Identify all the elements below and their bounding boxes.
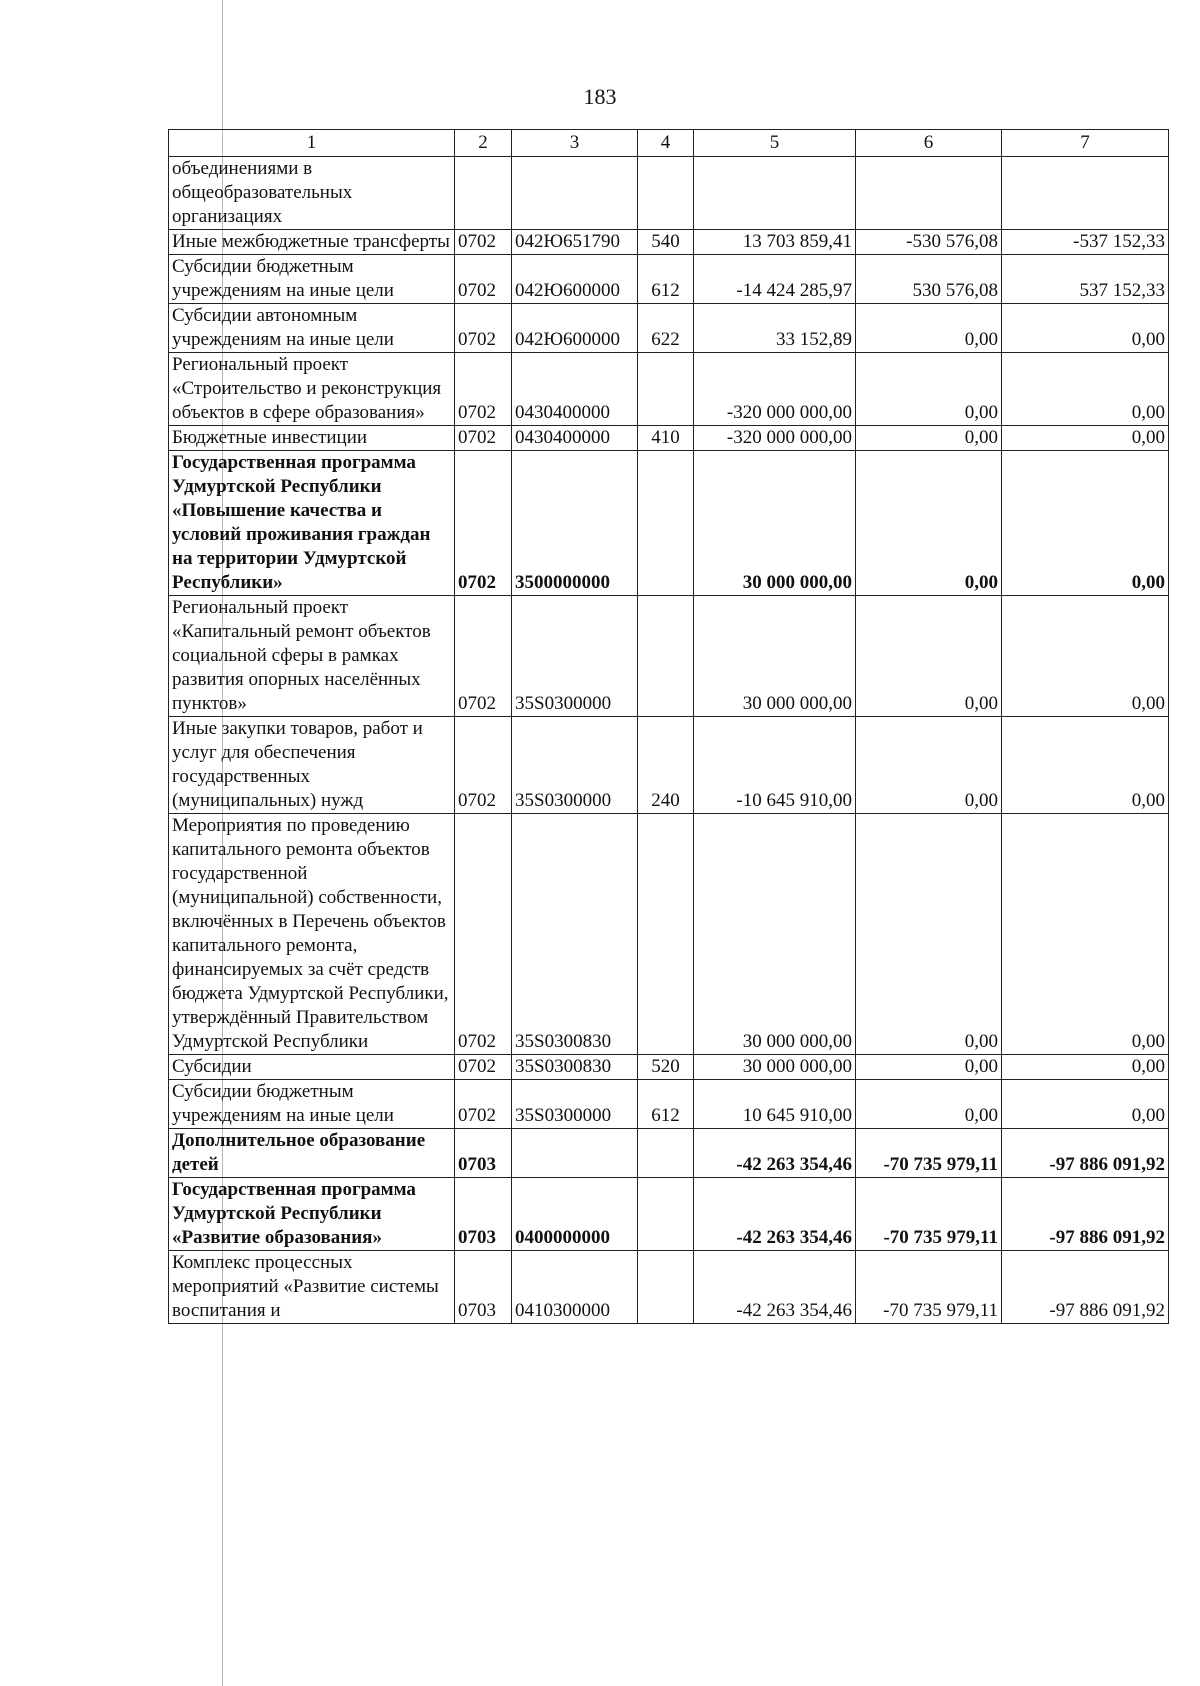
table-row <box>169 255 1169 304</box>
section-code-cell: 0703 <box>455 1178 512 1251</box>
section-code-cell: 0702 <box>455 426 512 451</box>
amount-cell-7: 0,00 <box>1002 717 1169 814</box>
amount-cell-6: -70 735 979,11 <box>856 1129 1002 1178</box>
column-header: 4 <box>638 130 694 157</box>
column-header: 7 <box>1002 130 1169 157</box>
amount-cell-6: -70 735 979,11 <box>856 1251 1002 1324</box>
amount-cell-7: 0,00 <box>1002 451 1169 596</box>
row-name-cell: Субсидии бюджетным учреждениям на иные цели <box>169 255 455 304</box>
row-name-cell: объединениями в общеобразовательных организациях <box>169 157 455 230</box>
section-code-cell: 0703 <box>455 1129 512 1178</box>
section-code-cell: 0702 <box>455 451 512 596</box>
target-article-cell: 35S0300830 <box>512 1055 638 1080</box>
amount-cell-7: 0,00 <box>1002 426 1169 451</box>
expense-type-cell <box>638 353 694 426</box>
section-code-cell: 0702 <box>455 304 512 353</box>
amount-cell-6: -70 735 979,11 <box>856 1178 1002 1251</box>
amount-cell-7: 0,00 <box>1002 353 1169 426</box>
section-code-cell: 0703 <box>455 1251 512 1324</box>
expense-type-cell <box>638 1251 694 1324</box>
row-name-cell: Комплекс процессных мероприятий «Развитие системы воспитания и <box>169 1251 455 1324</box>
amount-cell-5: -42 263 354,46 <box>694 1129 856 1178</box>
amount-cell-6: 0,00 <box>856 426 1002 451</box>
expense-type-cell: 612 <box>638 255 694 304</box>
amount-cell-7: 0,00 <box>1002 814 1169 1055</box>
amount-cell-7: -97 886 091,92 <box>1002 1129 1169 1178</box>
amount-cell-5: -320 000 000,00 <box>694 353 856 426</box>
amount-cell-6 <box>856 157 1002 230</box>
row-name-cell: Субсидии автономным учреждениям на иные цели <box>169 304 455 353</box>
table-body <box>169 157 1169 1324</box>
amount-cell-7: -97 886 091,92 <box>1002 1251 1169 1324</box>
table-row <box>169 717 1169 814</box>
amount-cell-5 <box>694 157 856 230</box>
column-header: 3 <box>512 130 638 157</box>
row-name-cell: Мероприятия по проведению капитального ремонта объектов государственной (муниципальной) собственности, включённых в Перечень объектов капитального ремонта, финансируемых за счёт средств бюджета Удмуртской Республики, утверждённый Правительством Удмуртской Республики <box>169 814 455 1055</box>
target-article-cell: 042Ю651790 <box>512 230 638 255</box>
amount-cell-5: 13 703 859,41 <box>694 230 856 255</box>
target-article-cell: 35S0300000 <box>512 717 638 814</box>
section-code-cell: 0702 <box>455 596 512 717</box>
amount-cell-5: 33 152,89 <box>694 304 856 353</box>
amount-cell-5: 30 000 000,00 <box>694 1055 856 1080</box>
amount-cell-6: 0,00 <box>856 596 1002 717</box>
amount-cell-5: -42 263 354,46 <box>694 1178 856 1251</box>
amount-cell-5: 10 645 910,00 <box>694 1080 856 1129</box>
table-row <box>169 1080 1169 1129</box>
section-code-cell <box>455 157 512 230</box>
table-row <box>169 230 1169 255</box>
table-row <box>169 426 1169 451</box>
target-article-cell: 35S0300000 <box>512 1080 638 1129</box>
section-code-cell: 0702 <box>455 814 512 1055</box>
row-name-cell: Государственная программа Удмуртской Республики «Повышение качества и условий проживания граждан на территории Удмуртской Республики» <box>169 451 455 596</box>
row-name-cell: Бюджетные инвестиции <box>169 426 455 451</box>
amount-cell-6: 0,00 <box>856 353 1002 426</box>
amount-cell-7: -97 886 091,92 <box>1002 1178 1169 1251</box>
expense-type-cell: 520 <box>638 1055 694 1080</box>
target-article-cell: 0430400000 <box>512 353 638 426</box>
amount-cell-5: -14 424 285,97 <box>694 255 856 304</box>
row-name-cell: Иные закупки товаров, работ и услуг для обеспечения государственных (муниципальных) нужд <box>169 717 455 814</box>
section-code-cell: 0702 <box>455 230 512 255</box>
row-name-cell: Государственная программа Удмуртской Республики «Развитие образования» <box>169 1178 455 1251</box>
target-article-cell: 0400000000 <box>512 1178 638 1251</box>
column-number-header <box>169 130 1169 157</box>
section-code-cell: 0702 <box>455 1055 512 1080</box>
target-article-cell <box>512 1129 638 1178</box>
target-article-cell <box>512 157 638 230</box>
expense-type-cell: 240 <box>638 717 694 814</box>
amount-cell-7: 0,00 <box>1002 1080 1169 1129</box>
expense-type-cell <box>638 596 694 717</box>
amount-cell-6: 0,00 <box>856 814 1002 1055</box>
expense-type-cell <box>638 814 694 1055</box>
amount-cell-5: 30 000 000,00 <box>694 814 856 1055</box>
amount-cell-7: 537 152,33 <box>1002 255 1169 304</box>
amount-cell-5: -10 645 910,00 <box>694 717 856 814</box>
budget-table <box>168 129 1169 1324</box>
column-header: 6 <box>856 130 1002 157</box>
row-name-cell: Региональный проект «Капитальный ремонт объектов социальной сферы в рамках развития опорных населённых пунктов» <box>169 596 455 717</box>
row-name-cell: Региональный проект «Строительство и реконструкция объектов в сфере образования» <box>169 353 455 426</box>
target-article-cell: 3500000000 <box>512 451 638 596</box>
amount-cell-5: -42 263 354,46 <box>694 1251 856 1324</box>
amount-cell-7 <box>1002 157 1169 230</box>
amount-cell-6: 0,00 <box>856 451 1002 596</box>
target-article-cell: 0430400000 <box>512 426 638 451</box>
target-article-cell: 042Ю600000 <box>512 304 638 353</box>
amount-cell-7: -537 152,33 <box>1002 230 1169 255</box>
section-code-cell: 0702 <box>455 717 512 814</box>
expense-type-cell: 540 <box>638 230 694 255</box>
amount-cell-6: 530 576,08 <box>856 255 1002 304</box>
target-article-cell: 35S0300000 <box>512 596 638 717</box>
amount-cell-5: 30 000 000,00 <box>694 451 856 596</box>
target-article-cell: 0410300000 <box>512 1251 638 1324</box>
table-row <box>169 451 1169 596</box>
amount-cell-6: 0,00 <box>856 1080 1002 1129</box>
table-row <box>169 596 1169 717</box>
expense-type-cell <box>638 157 694 230</box>
table-row <box>169 353 1169 426</box>
table-row <box>169 1129 1169 1178</box>
amount-cell-7: 0,00 <box>1002 1055 1169 1080</box>
table-row <box>169 1055 1169 1080</box>
section-code-cell: 0702 <box>455 1080 512 1129</box>
amount-cell-5: -320 000 000,00 <box>694 426 856 451</box>
target-article-cell: 042Ю600000 <box>512 255 638 304</box>
expense-type-cell <box>638 451 694 596</box>
table-row <box>169 157 1169 230</box>
amount-cell-7: 0,00 <box>1002 304 1169 353</box>
column-header: 1 <box>169 130 455 157</box>
amount-cell-6: 0,00 <box>856 304 1002 353</box>
expense-type-cell: 622 <box>638 304 694 353</box>
expense-type-cell <box>638 1129 694 1178</box>
expense-type-cell <box>638 1178 694 1251</box>
table-row <box>169 1251 1169 1324</box>
table-row <box>169 1178 1169 1251</box>
target-article-cell: 35S0300830 <box>512 814 638 1055</box>
expense-type-cell: 612 <box>638 1080 694 1129</box>
page-number: 183 <box>583 84 617 109</box>
section-code-cell: 0702 <box>455 255 512 304</box>
amount-cell-7: 0,00 <box>1002 596 1169 717</box>
row-name-cell: Субсидии <box>169 1055 455 1080</box>
column-header: 5 <box>694 130 856 157</box>
amount-cell-6: 0,00 <box>856 717 1002 814</box>
row-name-cell: Иные межбюджетные трансферты <box>169 230 455 255</box>
amount-cell-6: 0,00 <box>856 1055 1002 1080</box>
row-name-cell: Дополнительное образование детей <box>169 1129 455 1178</box>
column-header: 2 <box>455 130 512 157</box>
amount-cell-6: -530 576,08 <box>856 230 1002 255</box>
table-row <box>169 304 1169 353</box>
section-code-cell: 0702 <box>455 353 512 426</box>
table-row <box>169 814 1169 1055</box>
expense-type-cell: 410 <box>638 426 694 451</box>
row-name-cell: Субсидии бюджетным учреждениям на иные цели <box>169 1080 455 1129</box>
amount-cell-5: 30 000 000,00 <box>694 596 856 717</box>
